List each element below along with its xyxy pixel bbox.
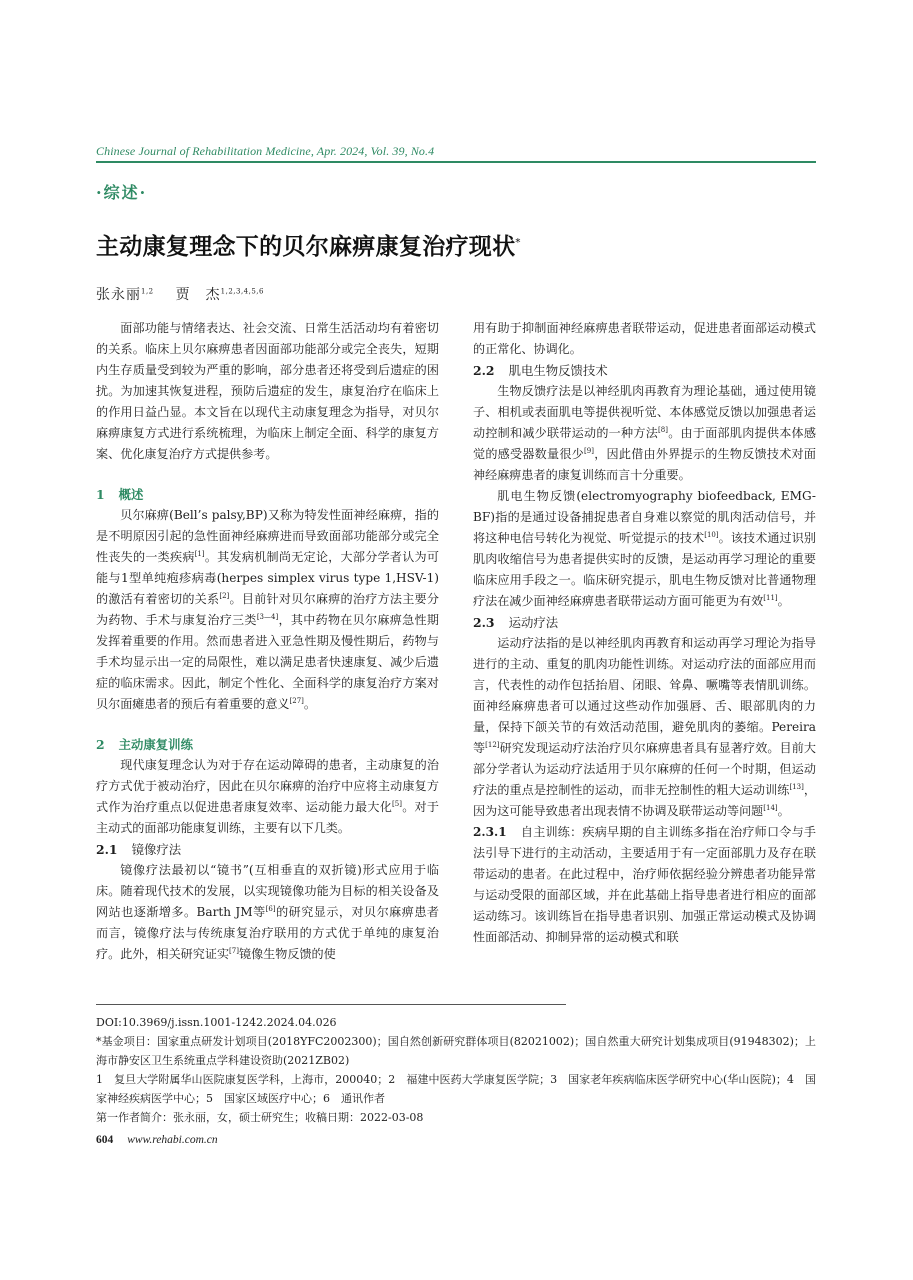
text-run: 研究发现运动疗法治疗贝尔麻痹患者具有显著疗效。目前大部分学者认为运动疗法适用于贝尔麻痹的任何一个时期，但运动疗法的重点是控制性的运动，而非无控制性的粗大运动训练 — [473, 741, 816, 797]
doi-line: DOI:10.3969/j.issn.1001-1242.2024.04.026 — [96, 1016, 337, 1029]
subsubsection-paragraph-2-3-1 — [473, 822, 816, 948]
text-run: 。对于主动式的面部功能康复训练，主要有以下几类。 — [96, 800, 439, 835]
text-run: 。 — [777, 804, 790, 818]
author-list — [96, 284, 264, 304]
article-title — [96, 228, 816, 261]
page-number: 604 — [96, 1134, 114, 1146]
author-name: 张永丽 — [96, 287, 141, 303]
text-run: ，因此借由外界提示的生物反馈技术对面神经麻痹患者的康复训练而言十分重要。 — [473, 447, 816, 482]
section-number: 1 — [96, 487, 105, 502]
section-heading-2 — [96, 734, 439, 755]
text-run: 自主训练：疾病早期的自主训练多指在治疗师口令与手法引导下进行的主动活动，主要适用于有一定面部肌力及存在联带运动的患者。在此过程中，治疗师依据经验分辨患者功能异常与运动受限的面部区域，并在此基础上指导患者进行相应的面部运动练习。该训练旨在指导患者识别、加强正常运动模式及协调性面部活动、抑制异常的运动模式和联 — [473, 825, 816, 944]
citation-ref: [1] — [194, 549, 205, 558]
text-run: ，其中药物在贝尔麻痹急性期发挥着重要的作用。然而患者进入亚急性期及慢性期后，药物与手术均显示出一定的局限性，难以满足患者快速康复、减少后遗症的临床需求。因此，制定个性化、全面科学的康复治疗方案对贝尔面瘫患者的预后有着重要的意义 — [96, 613, 439, 711]
citation-ref: [14] — [763, 803, 778, 812]
body-paragraph — [96, 860, 439, 965]
section-number: 2.1 — [96, 842, 118, 857]
first-author-note: 第一作者简介：张永丽，女，硕士研究生；收稿日期：2022-03-08 — [96, 1111, 424, 1124]
citation-ref: [11] — [763, 593, 778, 602]
section-number: 2.3.1 — [473, 825, 507, 839]
text-run: 。其发病机制尚无定论，大部分学者认为可能与1型单纯疱疹病毒(herpes simplex virus type 1,HSV-1)的激活有着密切的关系 — [96, 550, 439, 606]
citation-ref: [8] — [658, 425, 668, 434]
author-affiliation: 1,2,3,4,5,6 — [220, 287, 264, 296]
citation-ref: [12] — [485, 740, 500, 749]
website: www.rehabi.com.cn — [127, 1134, 218, 1146]
page-footer — [96, 1132, 218, 1146]
author-name: 贾 杰 — [175, 287, 221, 303]
section-title: 主动康复训练 — [118, 737, 193, 752]
citation-ref: [9] — [584, 446, 594, 455]
continued-paragraph: 用有助于抑制面神经麻痹患者联带运动，促进患者面部运动模式的正常化、协调化。 — [473, 321, 816, 356]
abstract-paragraph: 面部功能与情绪表达、社会交流、日常生活活动均有着密切的关系。临床上贝尔麻痹患者因面部功能部分或完全丧失，短期内生存质量受到较为严重的影响，部分患者还将受到后遗症的困扰。为加速其恢复进程，预防后遗症的发生，康复治疗在临床上的作用日益凸显。本文旨在以现代主动康复理念为指导，对贝尔麻痹康复方式进行系统梳理，为临床上制定全面、科学的康复方案、优化康复治疗方式提供参考。 — [96, 321, 439, 461]
funding-note: *基金项目：国家重点研发计划项目(2018YFC2002300)；国自然创新研究群体项目(82021002)；国自然重大研究计划集成项目(91948302)；上海市静安区卫生系统重点学科建设资助(2021ZB02) — [96, 1035, 816, 1067]
footnote-rule — [96, 1004, 566, 1005]
text-run: 。 — [303, 697, 316, 711]
footnotes — [96, 1013, 816, 1127]
header-rule — [96, 161, 816, 163]
body-paragraph — [473, 486, 816, 612]
subsection-heading-2-3 — [473, 612, 816, 633]
subsection-heading-2-2 — [473, 360, 816, 381]
right-column — [473, 318, 816, 948]
section-number: 2 — [96, 737, 105, 752]
subsection-heading-2-1 — [96, 839, 439, 860]
citation-ref: [3—4] — [256, 612, 279, 621]
section-title: 肌电生物反馈技术 — [508, 363, 608, 378]
body-paragraph — [96, 755, 439, 839]
section-title: 运动疗法 — [508, 615, 559, 630]
body-paragraph — [96, 505, 439, 715]
body-paragraph — [473, 381, 816, 486]
text-run: 现代康复理念认为对于存在运动障碍的患者，主动康复的治疗方式优于被动治疗，因此在贝尔麻痹的治疗中应将主动康复方式作为治疗重点以促进患者康复效率、运动能力最大化 — [96, 758, 439, 814]
section-title: 镜像疗法 — [131, 842, 182, 857]
text-run: 。 — [777, 594, 790, 608]
citation-ref: [5] — [392, 799, 402, 808]
text-run: ，因为这可能导致患者出现表情不协调及联带运动等问题 — [473, 783, 816, 818]
journal-citation-line: Chinese Journal of Rehabilitation Medicine, Apr. 2024, Vol. 39, No.4 — [96, 144, 435, 158]
text-run: 运动疗法指的是以神经肌肉再教育和运动再学习理论为指导进行的主动、重复的肌肉功能性训练。对运动疗法的面部应用而言，代表性的动作包括抬眉、闭眼、耸鼻、噘嘴等表情肌训练。面神经麻痹患者可以通过这些动作加强唇、舌、眼部肌肉的力量，保持下颌关节的有效活动范围，避免肌肉的萎缩。Pereira等 — [473, 636, 816, 755]
text-run: 生物反馈疗法是以神经肌肉再教育为理论基础，通过使用镜子、相机或表面肌电等提供视听觉、本体感觉反馈以加强患者运动控制和减少联带运动的一种方法 — [473, 384, 816, 440]
citation-ref: [2] — [219, 591, 230, 600]
section-number: 2.3 — [473, 615, 495, 630]
body-paragraph — [473, 633, 816, 822]
citation-ref: [7] — [229, 946, 239, 955]
section-number: 2.2 — [473, 363, 495, 378]
text-run: 。由于面部肌肉提供本体感觉的感受器数量很少 — [473, 426, 816, 461]
text-run: 肌电生物反馈(electromyography biofeedback, EMG-BF)指的是通过设备捕捉患者自身难以察觉的肌肉活动信号，并将这种电信号转化为视觉、听觉提示的技术 — [473, 489, 816, 545]
text-run: 镜像疗法最初以“镜书”(互相垂直的双折镜)形式应用于临床。随着现代技术的发展，以实现镜像功能为目标的相关设备及网站也逐渐增多。Barth JM等 — [96, 863, 439, 919]
citation-ref: [6] — [265, 904, 276, 913]
text-run: 。目前针对贝尔麻痹的治疗方法主要分为药物、手术与康复治疗三类 — [96, 592, 439, 627]
text-run: 贝尔麻痹(Bell’s palsy,BP)又称为特发性面神经麻痹，指的是不明原因引起的急性面神经麻痹进而导致面部功能部分或完全性丧失的一类疾病 — [96, 508, 439, 564]
section-title: 概述 — [118, 487, 144, 502]
article-title-text: 主动康复理念下的贝尔麻痹康复治疗现状 — [96, 233, 516, 260]
citation-ref: [10] — [704, 530, 719, 539]
section-heading-1 — [96, 484, 439, 505]
citation-ref: [13] — [789, 782, 804, 791]
author-affiliation: 1,2 — [141, 287, 154, 296]
left-column — [96, 318, 439, 965]
text-run: 。该技术通过识别肌肉收缩信号为患者提供实时的反馈，是运动再学习理论的重要临床应用手段之一。临床研究提示，肌电生物反馈对比普通物理疗法在减少面神经麻痹患者联带运动方面可能更为有效 — [473, 531, 816, 608]
text-run: 镜像生物反馈的使 — [238, 947, 336, 961]
text-run: 的研究显示，对贝尔麻痹患者而言，镜像疗法与传统康复治疗联用的方式优于单纯的康复治疗。此外，相关研究证实 — [96, 905, 439, 961]
title-footnote-mark: * — [515, 237, 521, 249]
section-tag: ·综述· — [96, 183, 148, 202]
citation-ref: [27] — [289, 696, 304, 705]
affiliations-note: 1 复旦大学附属华山医院康复医学科，上海市，200040；2 福建中医药大学康复医学院；3 国家老年疾病临床医学研究中心(华山医院)；4 国家神经疾病医学中心；5 国家区域医疗中心；6 通讯作者 — [96, 1073, 816, 1105]
